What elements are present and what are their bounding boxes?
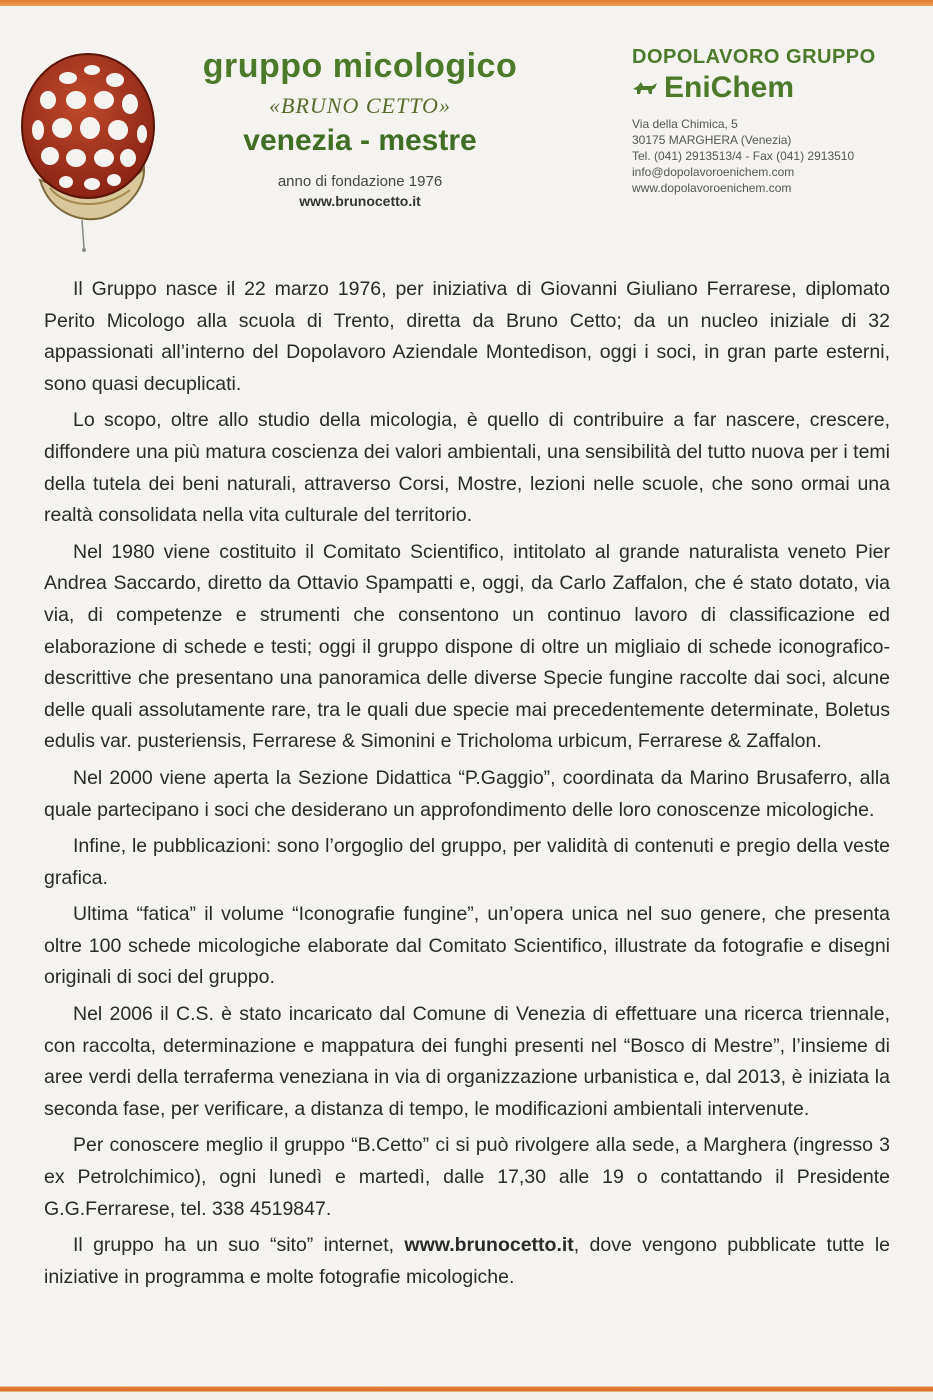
paragraph-website [44, 1230, 890, 1293]
website-link: www.brunocetto.it [404, 1234, 574, 1257]
paragraph: Nel 1980 viene costituito il Comitato Scientifico, intitolato al grande naturalista veneto Pier Andrea Saccardo, diretto da Ottavio Spampatti e, oggi, da Carlo Zaffalon, che é stato dotato, via via, di competenze e strumenti che consentono un continuo lavoro di classificazione ed elaborazione di schede e testi; oggi il gruppo dispone di oltre un migliaio di schede iconografico-descrittive che presentano una panoramica delle diverse Specie fungine raccolte dai soci, alcune delle quali assolutamente rare, tra le quali due specie mai precedentemente determinate, Boletus edulis var. pusteriensis, Ferrarese & Simonini e Tricholoma urbicum, Ferrarese & Zaffalon. [44, 540, 890, 753]
group-title: gruppo micologico [202, 47, 518, 85]
sponsor-brand [632, 70, 922, 106]
mushroom-logo [10, 38, 160, 260]
group-name: «BRUNO CETTO» [269, 93, 451, 118]
paragraph: Il Gruppo nasce il 22 marzo 1976, per iniziativa di Giovanni Giuliano Ferrarese, diplomato Perito Micologo alla scuola di Trento, diretta da Bruno Cetto; da un nucleo iniziale di 32 appassionati all’interno del Dopolavoro Aziendale Montedison, oggi i soci, in gran parte esterni, sono quasi decuplicati. [44, 278, 890, 395]
group-header [170, 44, 550, 210]
email-line: info@dopolavoroenichem.com [632, 165, 795, 179]
group-city: venezia - mestre [243, 124, 477, 157]
body-text [44, 274, 890, 1298]
paragraph: Per conoscere meglio il gruppo “B.Cetto” ci si può rivolgere alla sede, a Marghera (ingresso 3 ex Petrolchimico), ogni lunedì e martedì, dalle 17,30 alle 19 o contattando il Presidente G.G.Ferrarese, tel. 338 4519847. [44, 1134, 890, 1220]
text-span: , dove vengono pubblicate tutte le iniziative in programma e molte fotografie micologiche. [44, 1234, 890, 1288]
paragraph: Infine, le pubblicazioni: sono l’orgoglio del gruppo, per validità di contenuti e pregio della veste grafica. [44, 835, 890, 889]
sponsor-address [632, 116, 922, 196]
paragraph: Nel 2000 viene aperta la Sezione Didattica “P.Gaggio”, coordinata da Marino Brusaferro, alla quale partecipano i soci che desiderano un approfondimento delle loro conoscenze micologiche. [44, 766, 890, 821]
website-line: www.dopolavoroenichem.com [632, 181, 792, 195]
sponsor-title: DOPOLAVORO GRUPPO [632, 46, 876, 68]
sponsor-header [632, 44, 922, 196]
address-line: 30175 MARGHERA (Venezia) [632, 133, 792, 147]
top-border [0, 0, 933, 6]
founding-year: anno di fondazione 1976 [277, 173, 443, 190]
bottom-border [0, 1382, 933, 1400]
address-line: Via della Chimica, 5 [632, 117, 738, 131]
phone-fax-line: Tel. (041) 2913513/4 - Fax (041) 2913510 [632, 149, 855, 163]
text-span: Il gruppo ha un suo “sito” internet, [73, 1234, 405, 1257]
paragraph: Ultima “fatica” il volume “Iconografie fungine”, un’opera unica nel suo genere, che presenta oltre 100 schede micologiche elaborate dal Comitato Scientifico, illustrate da fotografie e disegni originali di soci del gruppo. [44, 903, 890, 989]
paragraph: Nel 2006 il C.S. è stato incaricato dal Comune di Venezia di effettuare una ricerca triennale, con raccolta, determinazione e mappatura dei funghi presenti nel “Bosco di Mestre”, l’insieme di aree verdi della terraferma veneziana in via di organizzazione urbanistica e, dal 2013, è iniziata la seconda fase, per verificare, a distanza di tempo, le modificazioni ambientali intervenute. [44, 1003, 890, 1120]
clathrus-mushroom-icon [10, 38, 160, 260]
group-website: www.brunocetto.it [299, 193, 421, 209]
enichem-dog-icon [632, 80, 658, 96]
paragraph: Lo scopo, oltre allo studio della micologia, è quello di contribuire a far nascere, crescere, diffondere una più matura coscienza dei valori ambientali, una sensibilità del tutto nuova per i temi della tutela dei beni naturali, attraverso Corsi, Mostre, lezioni nelle scuole, che sono ormai una realtà consolidata nella vita culturale del territorio. [44, 409, 890, 527]
sponsor-brand-name: EniChem [664, 71, 795, 104]
